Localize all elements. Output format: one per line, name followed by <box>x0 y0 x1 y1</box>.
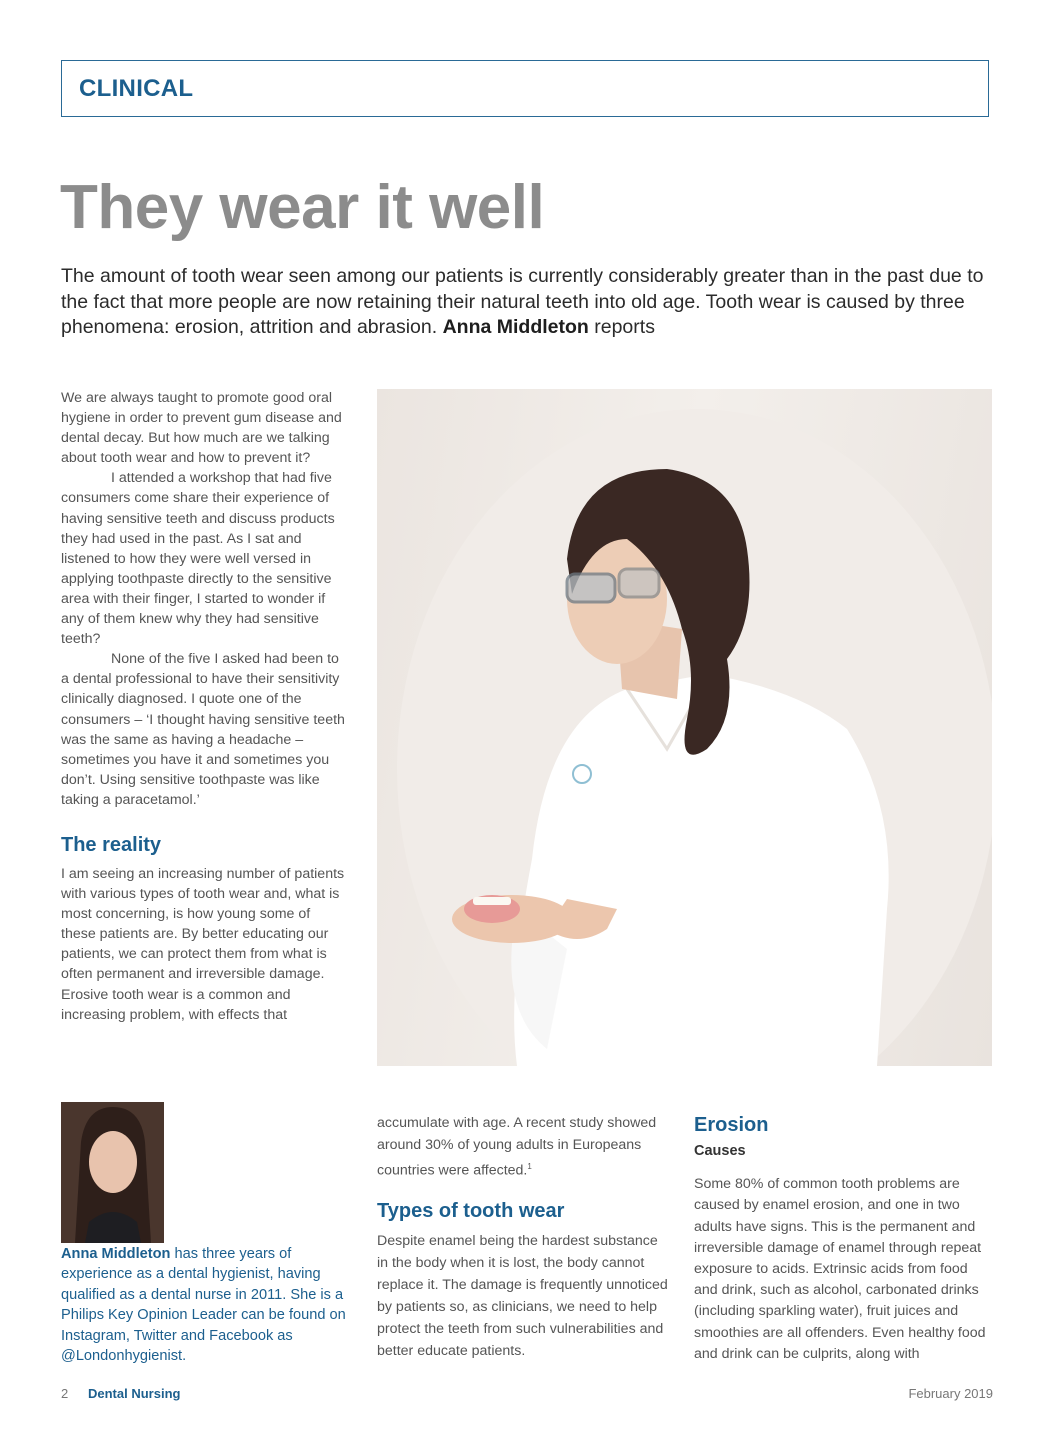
col1-paragraph-1: We are always taught to promote good oral hygiene in order to prevent gum disease and dental decay. But how much are we talking about tooth wear and how to prevent it? <box>61 390 342 467</box>
section-label: CLINICAL <box>79 75 194 102</box>
standfirst-suffix: reports <box>594 316 655 338</box>
author-bio-text: has three years of experience as a dental hygienist, having qualified as a dental nurse in 2011. She is a Philips Key Opinion Leader can be found on Instagram, Twitter and Facebook as @Londonhygienist. <box>61 1246 346 1365</box>
standfirst <box>61 264 991 341</box>
issue-date: February 2019 <box>908 1386 993 1401</box>
section-header-box <box>61 60 989 117</box>
col3-paragraph-1: Some 80% of common tooth problems are caused by enamel erosion, and one in two adults have signs. This is the permanent and irreversible damage of enamel through repeat exposure to acids. Extrinsic acids from food and drink, such as alcohol, carbonated drinks (including sparkling water), fruit juices and smoothies are all offenders. Even healthy food and drink can be culprits, along with <box>694 1176 986 1362</box>
magazine-name: Dental Nursing <box>88 1386 181 1401</box>
col1-paragraph-3: None of the five I asked had been to a dental professional to have their sensitivity clinically diagnosed. I quote one of the consumers – ‘I thought having sensitive teeth was the same as having a headache – sometimes you have it and sometimes you don’t. Using sensitive toothpaste was like taking a paracetamol.’ <box>61 651 345 808</box>
col1-paragraph-2: I attended a workshop that had five consumers come share their experience of having sensitive teeth and discuss products they had used in the past. As I sat and listened to how they were well versed in applying toothpaste directly to the sensitive area with their finger, I started to wonder if any of them knew why they had sensitive teeth? <box>61 470 335 648</box>
standfirst-text: The amount of tooth wear seen among our patients is currently considerably greater than in the past due to the fact that more people are now retaining their natural teeth into old age. Tooth wear is caused by three phenomena: erosion, attrition and abrasion. <box>61 265 984 338</box>
body-column-2 <box>377 1112 669 1362</box>
heading-erosion: Erosion <box>694 1114 769 1136</box>
author-portrait-illustration <box>61 1102 164 1243</box>
standfirst-author: Anna Middleton <box>442 316 589 338</box>
hero-photo-dental-hygienist <box>377 389 992 1066</box>
page-footer <box>61 1386 993 1406</box>
author-bio-name: Anna Middleton <box>61 1246 171 1262</box>
author-portrait <box>61 1102 164 1243</box>
article-title: They wear it well <box>60 173 545 242</box>
reference-1: 1 <box>527 1162 532 1171</box>
col2-paragraph-2: Despite enamel being the hardest substance in the body when it is lost, the body cannot replace it. The damage is frequently unnoticed by patients so, as clinicians, we need to help protect the teeth from such vulnerabilities and better educate patients. <box>377 1232 668 1359</box>
body-column-3 <box>694 1112 994 1365</box>
col2-paragraph-1-text: accumulate with age. A recent study showed around 30% of young adults in Europeans countries were affected. <box>377 1115 657 1179</box>
body-column-1 <box>61 388 346 1025</box>
col2-paragraph-1 <box>377 1112 669 1182</box>
heading-types-of-tooth-wear: Types of tooth wear <box>377 1199 565 1222</box>
col1-paragraph-4: I am seeing an increasing number of patients with various types of tooth wear and, what is most concerning, is how young some of these patients are. By better educating our patients, we can protect them from what is often permanent and irreversible damage. Erosive tooth wear is a common and increasing problem, with effects that <box>61 865 345 1023</box>
heading-the-reality: The reality <box>61 833 162 856</box>
hero-photo-illustration <box>377 389 992 1066</box>
page-number: 2 <box>61 1386 69 1401</box>
subheading-causes: Causes <box>694 1143 746 1159</box>
author-bio <box>61 1244 361 1366</box>
